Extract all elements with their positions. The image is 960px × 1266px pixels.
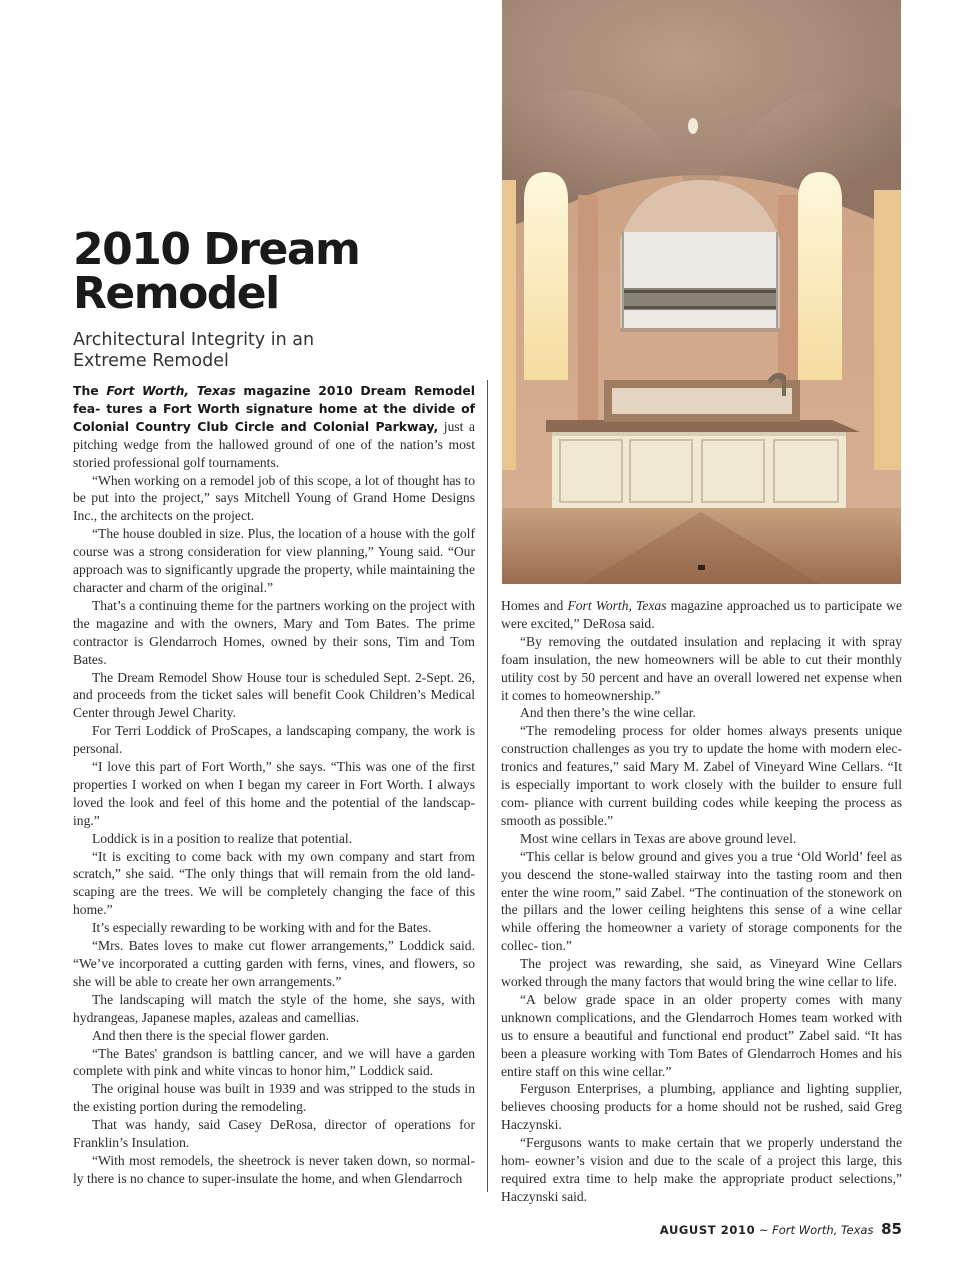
continued-paragraph [501,597,902,633]
lede-paragraph [73,382,475,472]
body-paragraph: The landscaping will match the style of the home, she says, with hydrangeas, Japanese maples, azaleas and camellias. [73,991,475,1025]
subtitle-line-2: Extreme Remodel [73,350,229,371]
page-footer [660,1220,902,1238]
body-paragraph: “The remodeling process for older homes always presents unique construction challenges as you try to update the home with modern elec- tronics and features,” said Mary M. Zabel of Vineyard Wine Cellars. “It is especially important to work closely with the builder to ensure full com- pliance with current building codes while keeping the process as smooth as possible.” [501,723,902,828]
lede-bold-1: The [73,383,107,398]
column-divider [487,380,488,1192]
body-paragraph: That was handy, said Casey DeRosa, director of operations for Franklin’s Insulation. [73,1117,475,1151]
body-paragraph: The Dream Remodel Show House tour is scheduled Sept. 2-Sept. 26, and proceeds from the ticket sales will benefit Cook Children’s Medical Center through Jewel Charity. [73,669,475,721]
body-paragraph: And then there’s the wine cellar. [520,705,696,721]
article-subtitle [73,330,473,371]
lede-magazine-name: Fort Worth, Texas [106,383,236,398]
left-text-column [73,382,475,1188]
body-paragraph: “When working on a remodel job of this scope, a lot of thought has to be put into the project,” says Mitchell Young of Grand Home Designs Inc., the architects on the project. [73,472,475,524]
bathroom-photo [502,0,901,584]
footer-month: AUGUST 2010 [659,1223,756,1237]
lede-bold-2: magazine 2010 Dream Remodel fea- tures a Fort Worth signature home at the divide of Colonial Country Club Circle and Colonial Parkway, [73,383,475,434]
body-paragraph: “A below grade space in an older property comes with many unknown complications, and the Glendarroch Homes team worked with us to ensure a beautiful and functional end product” Zabel said. “It has been a pleasure working with Tom Bates of Glendarroch Homes and his entire staff on this wine cellar.” [501,991,902,1079]
footer-publication: Fort Worth, Texas [772,1223,874,1237]
right-text-column [501,597,902,1206]
body-paragraph: “By removing the outdated insulation and replacing it with spray foam insulation, the new homeowners will be able to cut their monthly utility cost by 50 percent and have an overall lowered net expense when it comes to homeownership.” [501,633,902,703]
body-paragraph: “The Bates' grandson is battling cancer, and we will have a garden complete with pink and white vincas to honor him,” Loddick said. [73,1045,475,1079]
body-paragraph: “With most remodels, the sheetrock is never taken down, so normal- ly there is no chance to super-insulate the home, and when Glendarroch [73,1152,475,1186]
body-paragraph: “Mrs. Bates loves to make cut flower arrangements,” Loddick said. “We’ve incorporated a cutting garden with ferns, vines, and flowers, so she will be able to create her own arrangements.” [73,938,475,989]
body-paragraph: Most wine cellars in Texas are above ground level. [520,830,797,846]
body-paragraph: “This cellar is below ground and gives you a true ‘Old World’ feel as you descend the stone-walled stairway into the tasting room and then enter the wine room,” said Zabel. “The continuation of the stonework on the pillars and the lower ceiling heightens this sense of a wine cellar while offering the homeowner a variety of storage components for the collec- tion.” [501,848,902,954]
continued-magazine-name: Fort Worth, Texas [567,598,667,613]
body-paragraph: The original house was built in 1939 and was stripped to the studs in the existing portion during the remodeling. [73,1081,475,1115]
title-line-1: 2010 Dream [73,224,360,275]
body-paragraph: And then there is the special flower garden. [92,1027,330,1043]
body-paragraph: “I love this part of Fort Worth,” she says. “This was one of the first properties I worked on when I began my career in Fort Worth. I always loved the look and feel of this home and the potential of the landscap- ing.” [73,759,475,828]
body-paragraph: For Terri Loddick of ProScapes, a landscaping company, the work is personal. [73,723,475,757]
continued-text-2: magazine approached us to participate we were excited,” DeRosa said. [501,598,902,631]
body-paragraph: “The house doubled in size. Plus, the location of a house with the golf course was a strong consideration for view planning,” Young said. “Our approach was to significantly upgrade the property, while maintaining the character and charm of the original.” [73,526,475,595]
body-paragraph: Ferguson Enterprises, a plumbing, appliance and lighting supplier, believes choosing products for a home should not be rushed, said Greg Haczynski. [501,1081,902,1133]
footer-separator: ~ [755,1223,773,1237]
title-line-2: Remodel [73,268,279,319]
subtitle-line-1: Architectural Integrity in an [73,330,315,350]
body-paragraph: It’s especially rewarding to be working with and for the Bates. [92,920,432,936]
body-paragraph: “Fergusons wants to make certain that we properly understand the hom- eowner’s vision and due to the scale of a project this large, this required extra time to help make the appropriate product selections,” Haczynski said. [501,1135,902,1204]
lede-regular: just a pitching wedge from the hallowed ground of one of the nation’s most storied professional golf tournaments. [73,418,475,470]
article-title [73,224,473,319]
continued-text-1: Homes and [501,598,568,613]
body-paragraph: That’s a continuing theme for the partners working on the project with the magazine and with the owners, Mary and Tom Bates. The prime contractor is Glendarroch Homes, owned by their sons, Tim and Tom Bates. [73,597,475,667]
body-paragraph: “It is exciting to come back with my own company and start from scratch,” she said. “The only things that will remain from the old land- scaping are the trees. We will be completely changing the face of this home.” [73,848,475,918]
body-paragraph: Loddick is in a position to realize that potential. [92,830,353,846]
body-paragraph: The project was rewarding, she said, as Vineyard Wine Cellars worked through the many factors that would bring the wine cellar to life. [501,956,902,990]
page-number: 85 [881,1220,902,1238]
